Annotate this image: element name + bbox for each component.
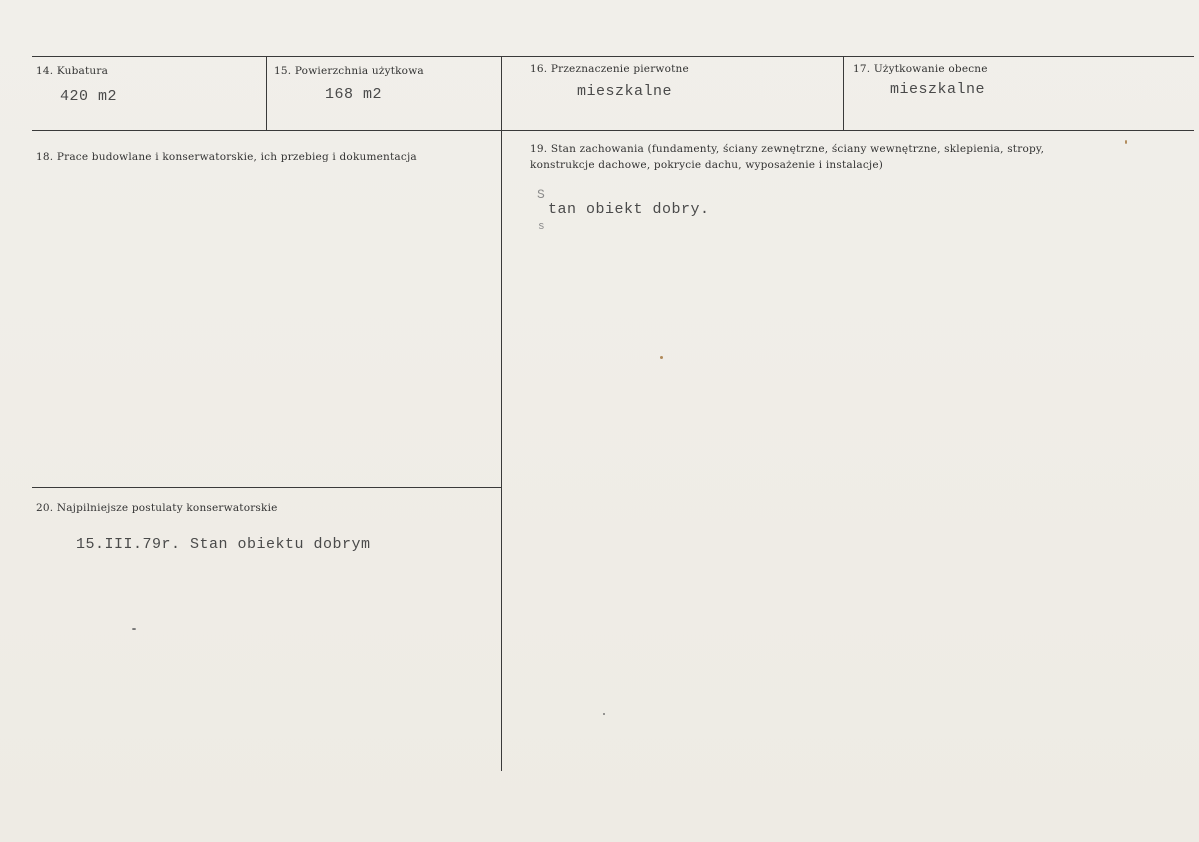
section20-top-rule: [32, 487, 501, 488]
field-15-value: 168 m2: [325, 86, 383, 103]
divider-14-15: [266, 57, 267, 130]
field-15-label: 15. Powierzchnia użytkowa: [274, 65, 424, 77]
top-rule: [32, 56, 1194, 57]
field-14-label: 14. Kubatura: [36, 65, 109, 77]
field-16-value: mieszkalne: [577, 83, 673, 100]
field-20-label: 20. Najpilniejsze postulaty konserwatorskie: [36, 502, 278, 514]
field-16-label: 16. Przeznaczenie pierwotne: [530, 63, 689, 75]
divider-main: [501, 57, 502, 771]
field-19-value: tan obiekt dobry.: [548, 201, 710, 218]
paper-speck: [660, 356, 663, 359]
field-19-stray-mark-bottom: s: [538, 221, 545, 233]
field-20-value: 15.III.79r. Stan obiektu dobrym: [76, 536, 371, 553]
paper-speck: [603, 713, 605, 715]
field-14-value: 420 m2: [60, 88, 118, 105]
field-18-label: 18. Prace budowlane i konserwatorskie, ich przebieg i dokumentacja: [36, 151, 417, 163]
divider-16-17: [843, 57, 844, 130]
field-17-value: mieszkalne: [890, 81, 986, 98]
paper-speck: [132, 628, 136, 630]
paper-speck: [1125, 140, 1127, 144]
field-19-label-line1: 19. Stan zachowania (fundamenty, ściany zewnętrzne, ściany wewnętrzne, sklepienia, stropy,: [530, 143, 1045, 155]
field-19-label-line2: konstrukcje dachowe, pokrycie dachu, wyposażenie i instalacje): [530, 159, 884, 171]
field-17-label: 17. Użytkowanie obecne: [853, 63, 988, 75]
field-19-stray-mark-top: S: [537, 187, 545, 202]
row1-bottom-rule: [32, 130, 1194, 131]
